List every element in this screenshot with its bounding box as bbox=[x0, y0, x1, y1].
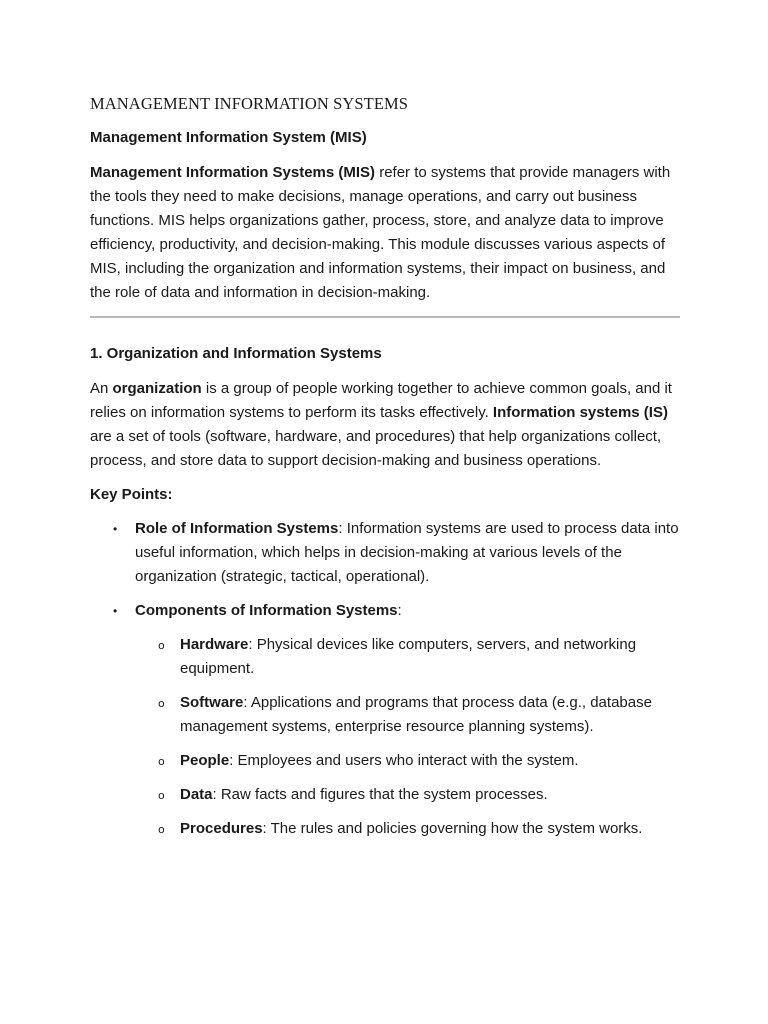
intro-paragraph bbox=[90, 161, 680, 305]
key-points-label-text: Key Points: bbox=[90, 486, 173, 503]
list-item bbox=[90, 517, 680, 589]
circle-bullet-icon: o bbox=[158, 755, 165, 768]
component-term: Data bbox=[180, 786, 213, 803]
document-title: MANAGEMENT INFORMATION SYSTEMS bbox=[90, 94, 409, 113]
point-text: : Information systems are used to process data into useful information, which helps in decision-making at various levels of the organization (strategic, tactical, operational). bbox=[135, 520, 679, 585]
list-item bbox=[135, 633, 680, 681]
section-text-post: are a set of tools (software, hardware, and procedures) that help organizations collect, process, and store data to support decision-making and business operations. bbox=[90, 428, 662, 469]
list-item bbox=[90, 599, 680, 841]
key-points-label bbox=[90, 483, 680, 507]
document-subtitle: Management Information System (MIS) bbox=[90, 129, 367, 146]
term-organization: organization bbox=[112, 380, 202, 397]
component-text: : Applications and programs that process data (e.g., database management systems, enterprise resource planning systems). bbox=[180, 694, 652, 735]
component-term: Procedures bbox=[180, 820, 263, 837]
section-text-pre: An bbox=[90, 380, 113, 397]
circle-bullet-icon: o bbox=[158, 823, 165, 836]
section-heading: 1. Organization and Information Systems bbox=[90, 345, 382, 362]
component-text: : The rules and policies governing how the system works. bbox=[262, 820, 643, 837]
list-item bbox=[135, 749, 680, 773]
key-points-list bbox=[90, 517, 680, 841]
list-item bbox=[135, 691, 680, 739]
horizontal-divider bbox=[90, 316, 680, 318]
bullet-icon: • bbox=[113, 604, 118, 618]
point-term: Components of Information Systems bbox=[135, 602, 398, 619]
bullet-icon: • bbox=[113, 522, 118, 536]
circle-bullet-icon: o bbox=[158, 639, 165, 652]
component-term: Hardware bbox=[180, 636, 249, 653]
component-term: People bbox=[180, 752, 230, 769]
component-term: Software bbox=[180, 694, 244, 711]
point-term: Role of Information Systems bbox=[135, 520, 339, 537]
section-paragraph bbox=[90, 377, 680, 473]
list-item bbox=[135, 817, 680, 841]
intro-lead: Management Information Systems (MIS) bbox=[90, 164, 376, 181]
circle-bullet-icon: o bbox=[158, 697, 165, 710]
term-information-systems: Information systems (IS) bbox=[492, 404, 668, 421]
list-item bbox=[135, 783, 680, 807]
point-text: : bbox=[397, 602, 402, 619]
components-list bbox=[135, 633, 680, 841]
circle-bullet-icon: o bbox=[158, 789, 165, 802]
intro-text: refer to systems that provide managers with the tools they need to make decisions, manage operations, and carry out business functions. MIS helps organizations gather, process, store, and analyze data to improve efficiency, productivity, and decision-making. This module discusses various aspects of MIS, including the organization and information systems, their impact on business, and the role of data and information in decision-making. bbox=[90, 164, 671, 301]
component-text: : Employees and users who interact with the system. bbox=[229, 752, 579, 769]
document-page bbox=[90, 92, 680, 851]
component-text: : Physical devices like computers, servers, and networking equipment. bbox=[180, 636, 637, 677]
component-text: : Raw facts and figures that the system processes. bbox=[212, 786, 548, 803]
section-text-mid: is a group of people working together to achieve common goals, and it relies on information systems to perform its tasks effectively. bbox=[90, 380, 672, 421]
